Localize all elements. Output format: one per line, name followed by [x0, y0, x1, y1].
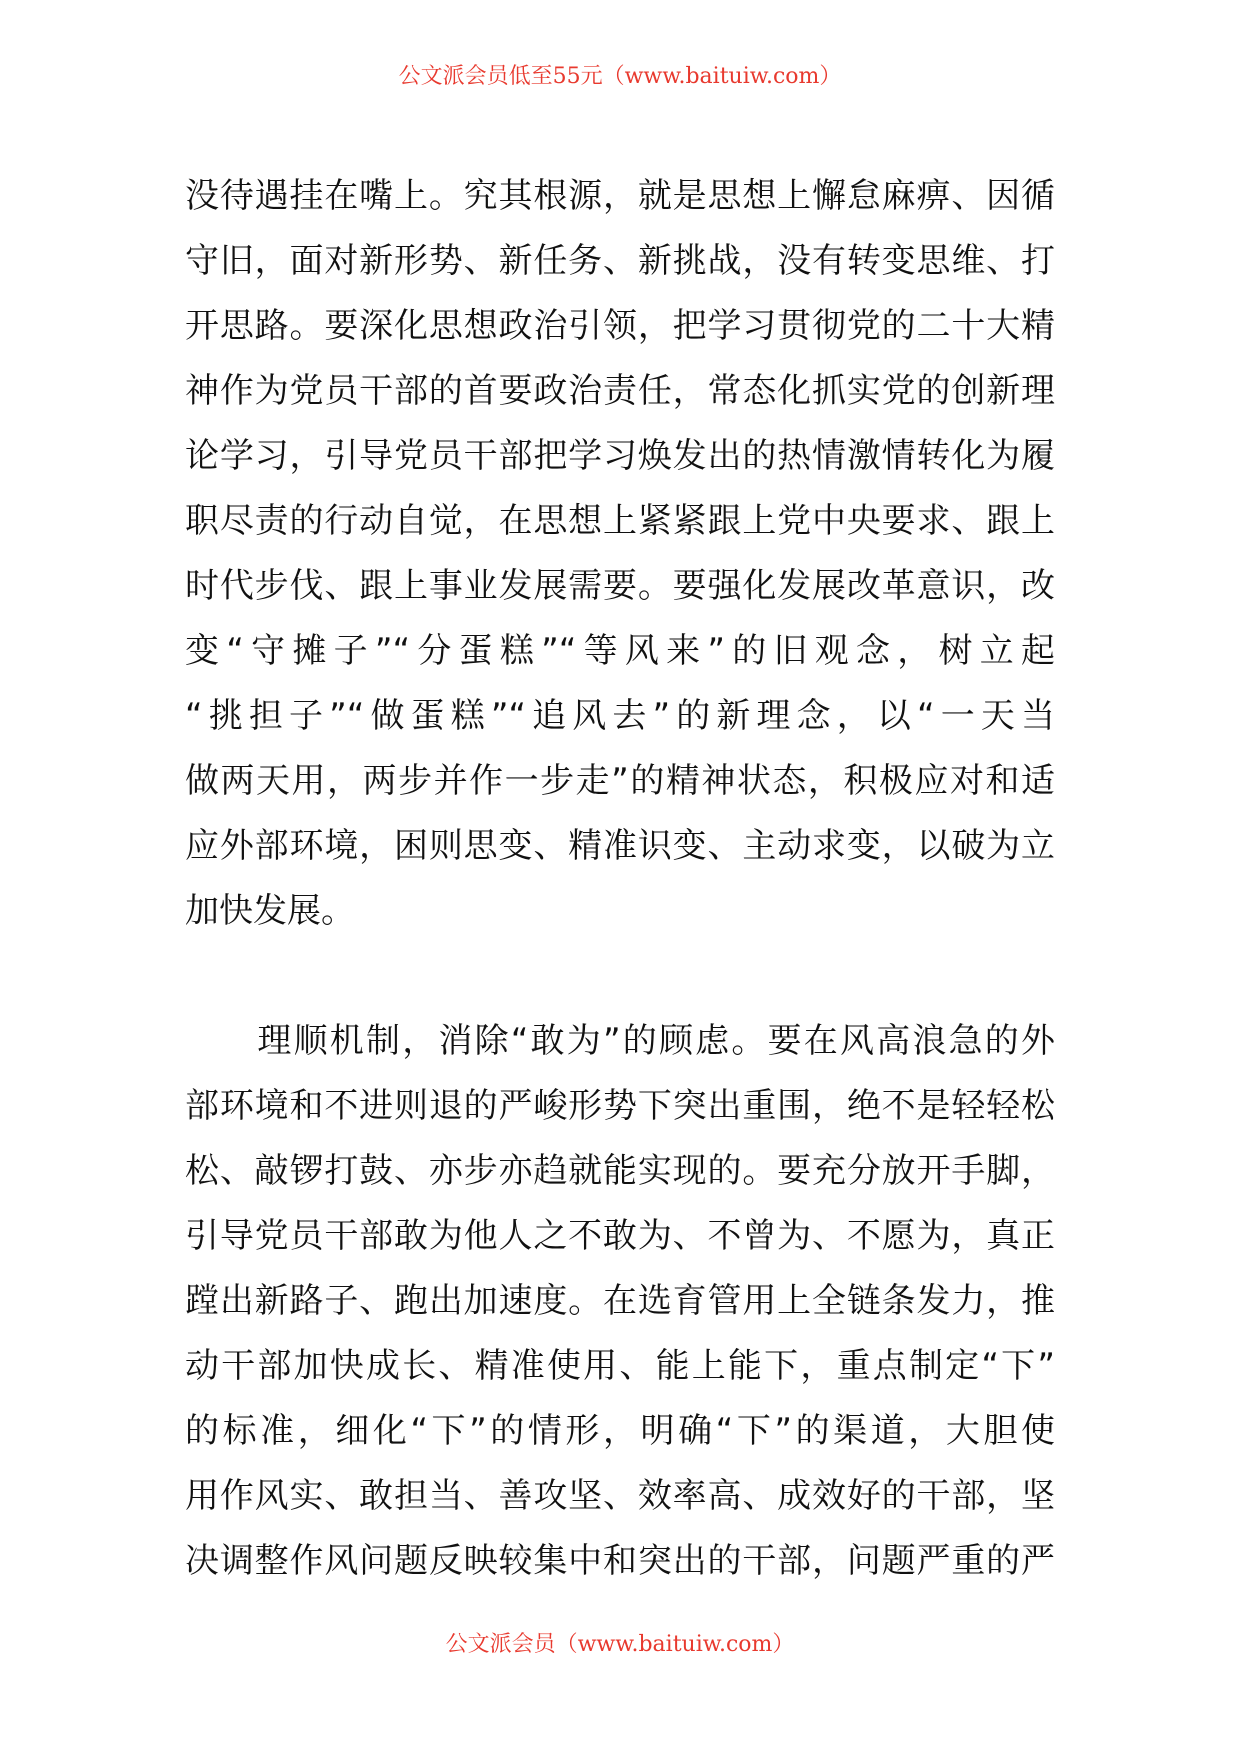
text-line: 神作为党员干部的首要政治责任，常态化抓实党的创新理 — [185, 371, 1055, 411]
text-line: 蹚出新路子、跑出加速度。在选育管用上全链条发力，推 — [185, 1281, 1055, 1321]
text-line: 的标准，细化“下”的情形，明确“下”的渠道，大胆使 — [185, 1411, 1055, 1451]
text-line: 时代步伐、跟上事业发展需要。要强化发展改革意识，改 — [185, 566, 1055, 606]
text-line: 没待遇挂在嘴上。究其根源，就是思想上懈怠麻痹、因循 — [185, 176, 1055, 216]
text-line: 决调整作风问题反映较集中和突出的干部，问题严重的严 — [185, 1541, 1055, 1581]
text-line: 开思路。要深化思想政治引领，把学习贯彻党的二十大精 — [185, 306, 1055, 346]
text-line: 动干部加快成长、精准使用、能上能下，重点制定“下” — [185, 1346, 1055, 1386]
text-line: 部环境和不进则退的严峻形势下突出重围，绝不是轻轻松 — [185, 1086, 1055, 1126]
text-line: “挑担子”“做蛋糕”“追风去”的新理念，以“一天当 — [185, 696, 1055, 736]
paragraph — [185, 1009, 1055, 1594]
header-watermark: 公文派会员低至55元（www.baituiw.com） — [398, 64, 842, 89]
text-line: 引导党员干部敢为他人之不敢为、不曾为、不愿为，真正 — [185, 1216, 1055, 1256]
text-line: 用作风实、敢担当、善攻坚、效率高、成效好的干部，坚 — [185, 1476, 1055, 1516]
text-line: 变“守摊子”“分蛋糕”“等风来”的旧观念，树立起 — [185, 631, 1055, 671]
paragraph — [185, 164, 1055, 944]
text-line: 做两天用，两步并作一步走”的精神状态，积极应对和适 — [185, 761, 1055, 801]
text-line: 论学习，引导党员干部把学习焕发出的热情激情转化为履 — [185, 436, 1055, 476]
text-line: 应外部环境，困则思变、精准识变、主动求变，以破为立 — [185, 826, 1055, 866]
text-line: 松、敲锣打鼓、亦步亦趋就能实现的。要充分放开手脚， — [185, 1151, 1055, 1191]
footer-watermark: 公文派会员（www.baituiw.com） — [445, 1632, 795, 1657]
document-body — [185, 164, 1055, 1594]
text-line: 理顺机制，消除“敢为”的顾虑。要在风高浪急的外 — [185, 1021, 1055, 1061]
text-line: 职尽责的行动自觉，在思想上紧紧跟上党中央要求、跟上 — [185, 501, 1055, 541]
text-line: 守旧，面对新形势、新任务、新挑战，没有转变思维、打 — [185, 241, 1055, 281]
text-line: 加快发展。 — [185, 891, 355, 931]
paragraph-spacer — [185, 944, 1055, 1009]
